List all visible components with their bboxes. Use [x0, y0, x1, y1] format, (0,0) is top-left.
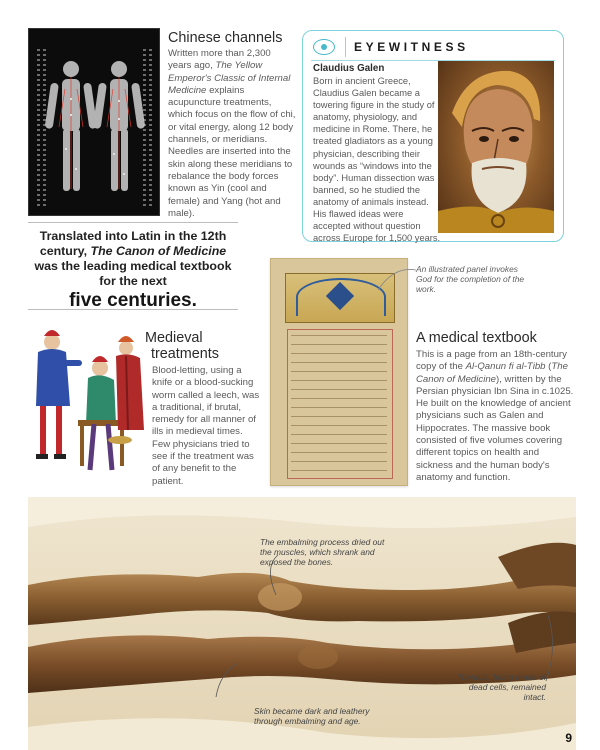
- pull-quote: [28, 222, 238, 310]
- chinese-channels-text: Written more than 2,300 years ago, The Yellow Emperor's Classic of Internal Medicine explains acupuncture treatments, which focus on the flow of chi, or vital energy, along 12 body channels, or meridians. Needles are inserted into the skin along these meridians to rebalance the body forces known as Yin (cool and female) and Yang (hot and male).: [168, 48, 296, 219]
- acupuncture-figures: [29, 29, 159, 215]
- chinese-channels-heading: Chinese channels: [168, 30, 283, 46]
- textbook-heading: A medical textbook: [416, 330, 537, 346]
- galen-name: Claudius Galen: [313, 63, 385, 74]
- eyewitness-header: [313, 35, 469, 59]
- eyewitness-box: [302, 30, 564, 242]
- page-number: 9: [565, 731, 572, 745]
- eyewitness-label: EYEWITNESS: [354, 40, 469, 54]
- manuscript-callout-line: [360, 258, 420, 298]
- mummy-callout-toenails: Toenails, being made of dead cells, remained intact.: [457, 672, 546, 702]
- bloodletting-scene: [28, 320, 146, 482]
- acupuncture-chart-image: [28, 28, 160, 216]
- header-divider: [345, 37, 346, 57]
- medieval-bloodletting-illustration: [28, 320, 146, 482]
- galen-portrait: [438, 61, 554, 233]
- medieval-text: Blood-letting, using a knife or a blood-sucking worm called a leech, was a traditional, if brutal, remedy for all manner of ills in medieval times. Few physicians tried to see if the treatment was of any benefit to the patient.: [152, 365, 260, 487]
- mummy-callout-skin: Skin became dark and leathery through embalming and age.: [254, 706, 370, 726]
- mummy-callout-muscles: The embalming process dried out the muscles, which shrank and exposed the bones.: [260, 537, 385, 567]
- eye-icon: [313, 39, 335, 55]
- manuscript-callout: An illustrated panel invokes God for the completion of the work.: [416, 264, 525, 294]
- galen-text: Born in ancient Greece, Claudius Galen became a towering figure in the study of anatomy, physiology, and medicine in Rome. There, he treated gladiators as a young physician, describing their wounds as “windows into the body”. Human dissection was banned, so he studied the anatomy of animals instead. His flawed ideas were accepted without question across Europe for 1,500 years.: [313, 76, 441, 244]
- pull-quote-text: Translated into Latin in the 12th century, The Canon of Medicine was the leading medical textbook for the next: [34, 229, 232, 288]
- textbook-text: This is a page from an 18th-century copy of the Al-Qanun fi al-Tibb (The Canon of Medicine), written by the Persian physician Ibn Sina in c.1025. He built on the knowledge of ancient physicians such as Galen and Hippocrates. The massive book consisted of five volumes covering different topics on health and sickness and the human body's anatomy and function.: [416, 349, 574, 483]
- pull-quote-emphasis: five centuries.: [69, 290, 197, 311]
- galen-portrait-drawing: [438, 61, 554, 233]
- medieval-heading: Medieval treatments: [145, 330, 219, 362]
